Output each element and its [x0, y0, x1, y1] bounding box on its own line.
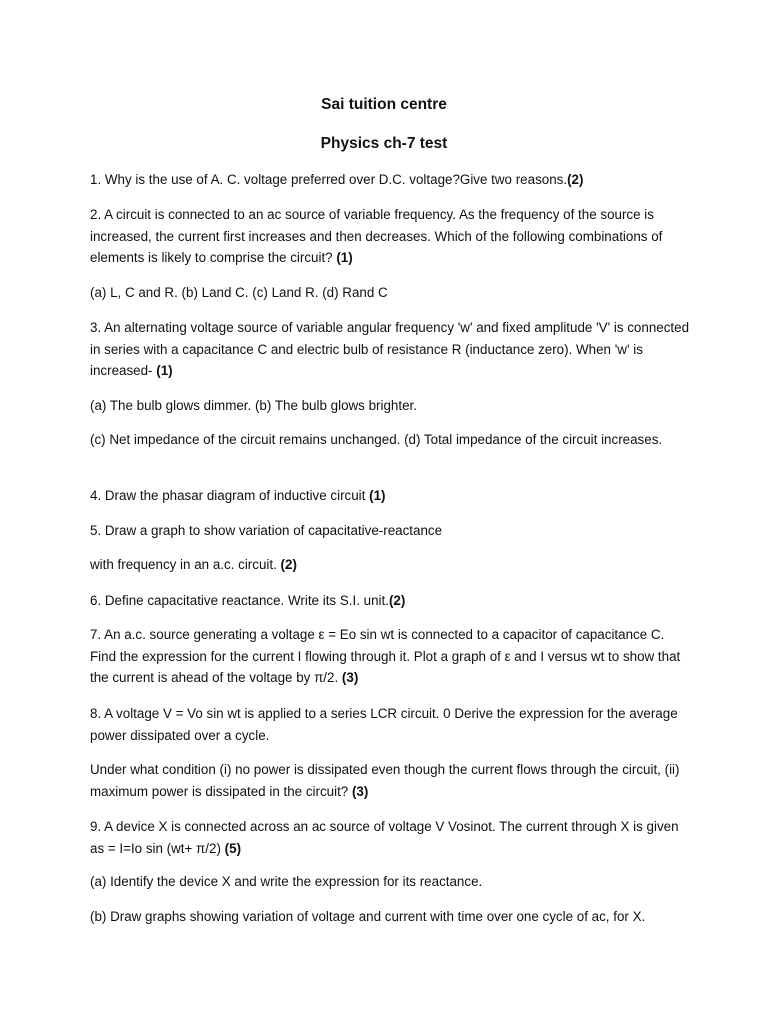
question-text: 6. Define capacitative reactance. Write its S.I. unit.	[90, 593, 389, 608]
question-text: 9. A device X is connected across an ac source of voltage V Vosinot. The current through X is given as = I=Io sin (wt+ π/2)	[90, 819, 679, 856]
test-title: Physics ch-7 test	[320, 135, 448, 152]
marks-label: (1)	[156, 363, 173, 378]
question-3-options-cd: (c) Net impedance of the circuit remains unchanged. (d) Total impedance of the circuit increases.	[90, 432, 663, 447]
question-5-line-1: 5. Draw a graph to show variation of capacitative-reactance	[90, 523, 443, 538]
question-7	[90, 624, 690, 689]
question-4	[90, 485, 690, 507]
question-8	[90, 759, 690, 802]
marks-label: (2)	[567, 172, 584, 187]
question-8-line-1: 8. A voltage V = Vo sin wt is applied to a series LCR circuit. 0 Derive the expression for the average power dissipated over a cycle.	[90, 706, 678, 743]
question-text: 1. Why is the use of A. C. voltage preferred over D.C. voltage?Give two reasons.	[90, 172, 568, 187]
school-name: Sai tuition centre	[321, 96, 447, 113]
marks-label: (2)	[280, 557, 297, 572]
marks-label: (3)	[341, 670, 359, 685]
marks-label: (2)	[388, 593, 406, 608]
question-9	[90, 816, 690, 859]
question-1	[90, 169, 690, 191]
question-9-part-b: (b) Draw graphs showing variation of voltage and current with time over one cycle of ac, for X.	[90, 909, 646, 924]
question-text: 2. A circuit is connected to an ac source of variable frequency. As the frequency of the source is increased, the current first increases and then decreases. Which of the following combinations of elements is likely to comprise the circuit?	[90, 207, 663, 265]
question-text: 3. An alternating voltage source of variable angular frequency 'w' and fixed amplitude 'V' is connected in series with a capacitance C and electric bulb of resistance R (inductance zero). When 'w' is increased-	[90, 320, 690, 378]
marks-label: (3)	[351, 783, 369, 799]
question-text: 7. An a.c. source generating a voltage ε = Eo sin wt is connected to a capacitor of capacitance C. Find the expression for the current I flowing through it. Plot a graph of ε and I versus wt to show that the current is ahead of the voltage by π/2.	[90, 627, 681, 685]
question-9-part-a: (a) Identify the device X and write the expression for its reactance.	[90, 874, 483, 889]
marks-label: (5)	[224, 840, 242, 856]
question-2	[90, 204, 690, 269]
question-3	[90, 317, 690, 382]
question-2-options: (a) L, C and R. (b) Land C. (c) Land R. (d) Rand C	[90, 285, 388, 300]
question-6	[90, 590, 690, 612]
question-text: Under what condition (i) no power is dissipated even though the current flows through the circuit, (ii) maximum power is dissipated in the circuit?	[90, 762, 680, 799]
question-3-options-ab: (a) The bulb glows dimmer. (b) The bulb glows brighter.	[90, 398, 417, 413]
marks-label: (1)	[336, 250, 353, 265]
question-text: 4. Draw the phasar diagram of inductive circuit	[90, 488, 370, 503]
question-text: with frequency in an a.c. circuit.	[90, 557, 281, 572]
question-5	[90, 554, 690, 576]
marks-label: (1)	[369, 488, 386, 503]
